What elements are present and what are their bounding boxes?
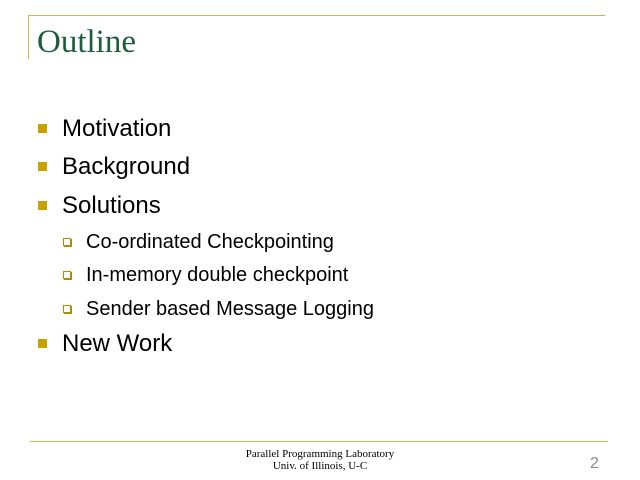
- filled-square-bullet-icon: [38, 201, 47, 210]
- bullet-text: New Work: [62, 330, 173, 357]
- footer-line-1: Parallel Programming Laboratory: [245, 448, 395, 460]
- filled-square-bullet-icon: [38, 162, 47, 171]
- sub-bullet-text: Sender based Message Logging: [86, 298, 374, 320]
- sub-bullet-text: In-memory double checkpoint: [86, 264, 349, 286]
- page-number: 2: [590, 455, 599, 472]
- sub-bullet-text: Co-ordinated Checkpointing: [86, 231, 334, 253]
- bullet-text: Solutions: [62, 192, 161, 219]
- bullet-text: Background: [62, 153, 191, 180]
- filled-square-bullet-icon: [38, 339, 47, 348]
- hollow-square-bullet-icon: [63, 305, 71, 313]
- slide-title: Outline: [37, 24, 136, 60]
- footer-rule: [30, 441, 608, 442]
- hollow-square-bullet-icon: [63, 271, 71, 279]
- bullet-text: Motivation: [62, 115, 172, 142]
- footer-line-2: Univ. of Illinois, U-C: [272, 460, 368, 472]
- hollow-square-bullet-icon: [63, 238, 71, 246]
- filled-square-bullet-icon: [38, 124, 47, 133]
